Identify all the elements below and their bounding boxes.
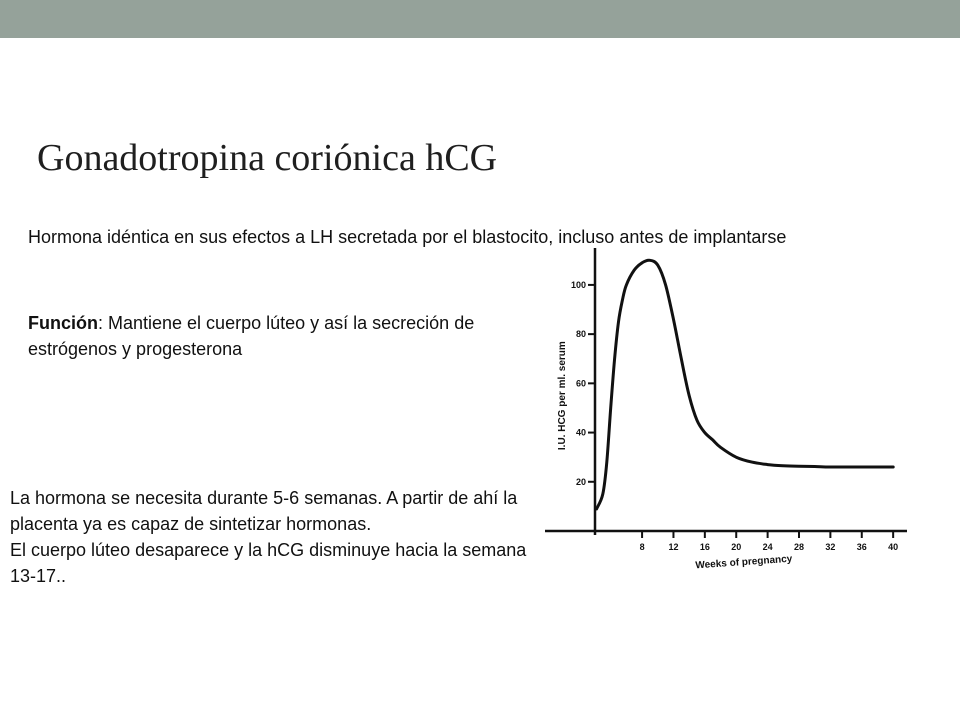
duration-line-1: La hormona se necesita durante 5-6 semanas. A partir de ahí la placenta ya es capaz de sintetizar hormonas. (10, 488, 518, 534)
y-axis-label: I.U. HCG per ml. serum (557, 341, 568, 451)
hcg-curve-0 (597, 260, 894, 509)
y-tick-label: 100 (570, 279, 586, 290)
function-text: : Mantiene el cuerpo lúteo y así la secreción de estrógenos y progesterona (28, 313, 475, 359)
x-tick-label: 40 (888, 542, 899, 552)
x-tick-label: 8 (639, 542, 645, 552)
slide-title: Gonadotropina coriónica hCG (37, 137, 498, 179)
y-tick-label: 80 (575, 329, 586, 340)
x-tick-label: 24 (762, 542, 773, 552)
top-bar (0, 0, 960, 38)
x-tick-label: 36 (856, 542, 867, 552)
function-label: Función (28, 313, 98, 333)
intro-text: Hormona idéntica en sus efectos a LH secretada por el blastocito, incluso antes de implantarse (28, 227, 787, 247)
x-tick-label: 28 (793, 542, 805, 552)
x-axis-label: Weeks of pregnancy (695, 553, 793, 572)
x-tick-label: 20 (731, 542, 742, 552)
x-tick-label: 32 (825, 542, 836, 552)
x-tick-label: 16 (699, 542, 710, 552)
function-paragraph (28, 310, 508, 362)
duration-paragraph (10, 485, 550, 589)
y-tick-label: 60 (575, 378, 586, 389)
duration-line-2: El cuerpo lúteo desaparece y la hCG disminuye hacia la semana 13-17.. (10, 540, 527, 586)
hcg-chart (545, 240, 915, 580)
x-tick-label: 12 (668, 542, 679, 552)
y-tick-label: 40 (575, 427, 586, 438)
y-tick-label: 20 (575, 476, 586, 487)
